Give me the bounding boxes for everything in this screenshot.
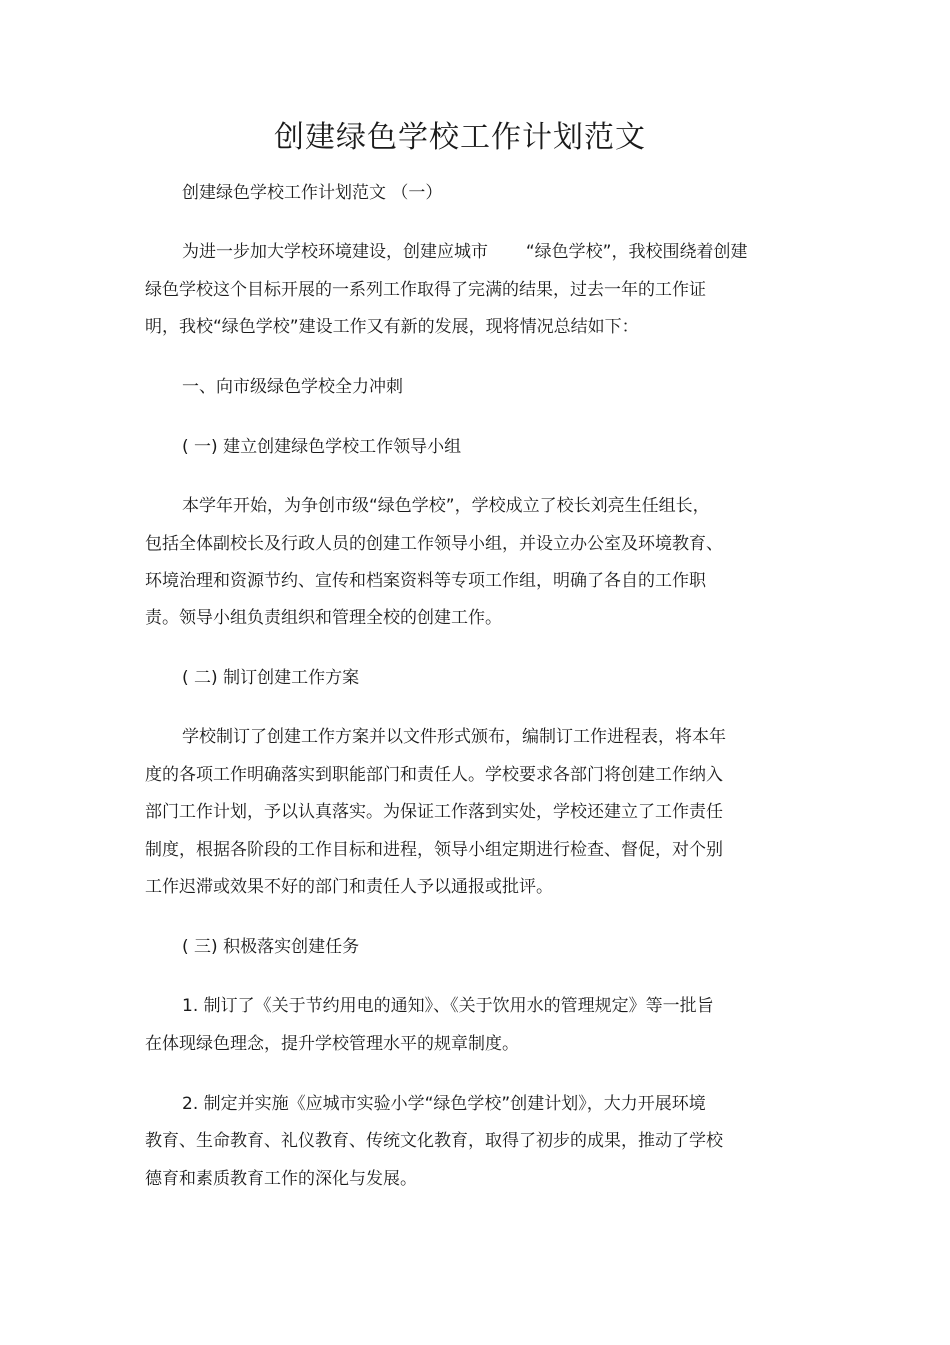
- subsection-heading-1: ( 一) 建立创建绿色学校工作领导小组: [182, 437, 462, 457]
- paragraph-3-line-3: 部门工作计划，予以认真落实。为保证工作落到实处，学校还建立了工作责任: [145, 802, 723, 822]
- subsection-heading-2: ( 二) 制订创建工作方案: [182, 668, 360, 688]
- paragraph-2-line-3: 环境治理和资源节约、宣传和档案资料等专项工作组，明确了各自的工作职: [145, 571, 706, 591]
- paragraph-1-line-1: 为进一步加大学校环境建设，创建应城市 “绿色学校”，我校围绕着创建: [182, 242, 748, 262]
- paragraph-5-line-3: 德育和素质教育工作的深化与发展。: [145, 1169, 417, 1189]
- paragraph-2-line-2: 包括全体副校长及行政人员的创建工作领导小组，并设立办公室及环境教育、: [145, 534, 723, 554]
- paragraph-1-line-3: 明，我校“绿色学校”建设工作又有新的发展，现将情况总结如下：: [145, 317, 639, 337]
- paragraph-2-line-4: 责。领导小组负责组织和管理全校的创建工作。: [145, 608, 502, 628]
- paragraph-3-line-4: 制度，根据各阶段的工作目标和进程，领导小组定期进行检查、督促，对个别: [145, 840, 723, 860]
- paragraph-5-line-2: 教育、生命教育、礼仪教育、传统文化教育，取得了初步的成果，推动了学校: [145, 1131, 723, 1151]
- paragraph-1-line-2: 绿色学校这个目标开展的一系列工作取得了完满的结果，过去一年的工作证: [145, 280, 706, 300]
- document-subtitle: 创建绿色学校工作计划范文 （一）: [182, 183, 443, 203]
- paragraph-5-line-1: 2. 制定并实施《应城市实验小学“绿色学校”创建计划》，大力开展环境: [182, 1094, 706, 1114]
- paragraph-2-line-1: 本学年开始，为争创市级“绿色学校”，学校成立了校长刘亮生任组长，: [182, 496, 710, 516]
- subsection-heading-3: ( 三) 积极落实创建任务: [182, 937, 360, 957]
- paragraph-3-line-2: 度的各项工作明确落实到职能部门和责任人。学校要求各部门将创建工作纳入: [145, 765, 723, 785]
- paragraph-3-line-1: 学校制订了创建工作方案并以文件形式颁布，编制订工作进程表，将本年: [182, 727, 726, 747]
- paragraph-4-line-1: 1. 制订了《关于节约用电的通知》、《关于饮用水的管理规定》等一批旨: [182, 996, 714, 1016]
- section-heading-1: 一、向市级绿色学校全力冲刺: [182, 377, 403, 397]
- paragraph-3-line-5: 工作迟滞或效果不好的部门和责任人予以通报或批评。: [145, 877, 553, 897]
- paragraph-4-line-2: 在体现绿色理念，提升学校管理水平的规章制度。: [145, 1034, 519, 1054]
- document-title: 创建绿色学校工作计划范文: [274, 120, 646, 155]
